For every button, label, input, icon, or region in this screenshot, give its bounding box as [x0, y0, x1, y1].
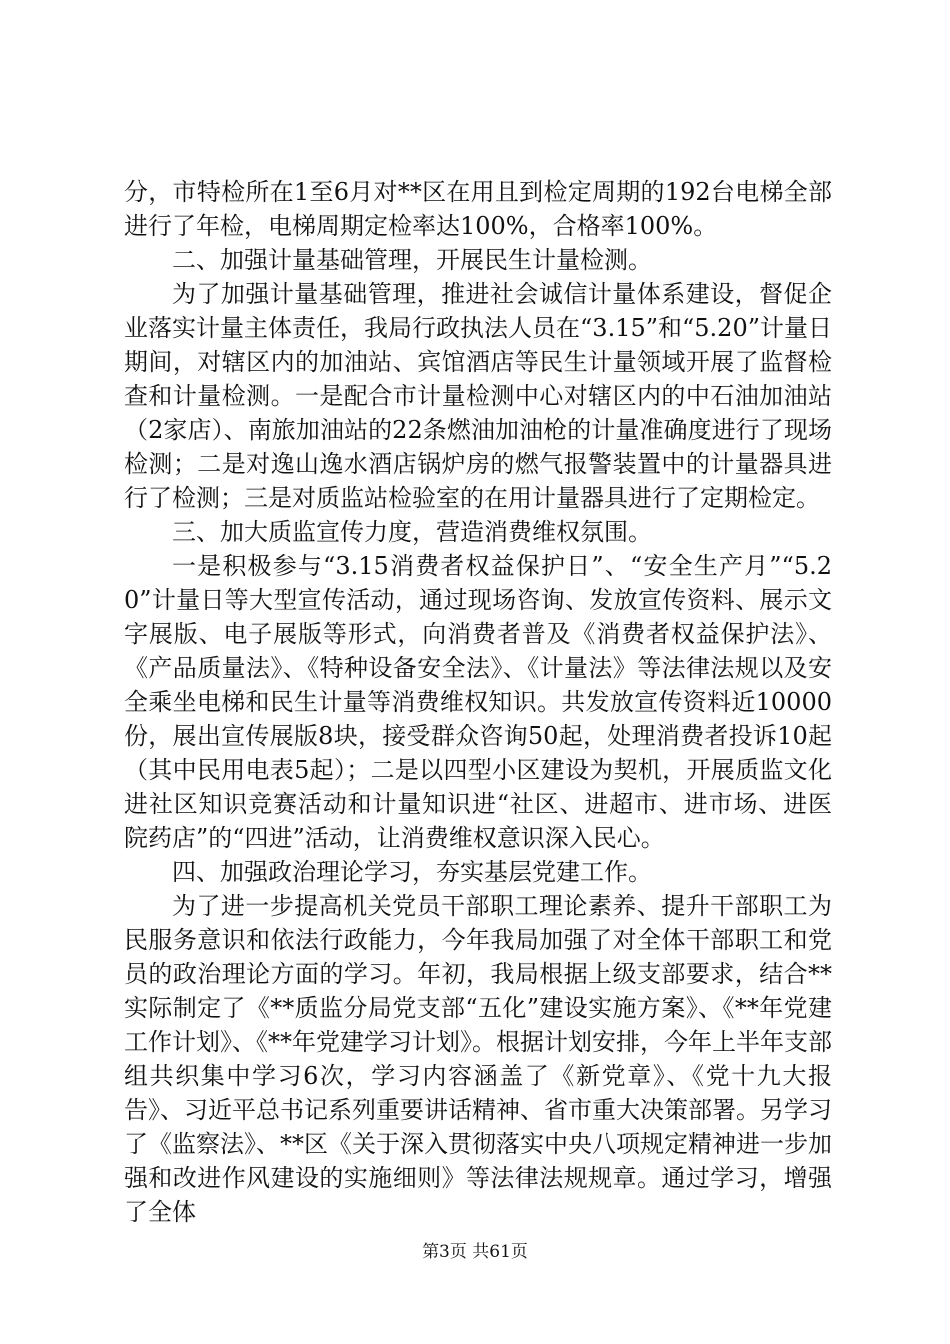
section-heading-publicity: 三、加大质监宣传力度，营造消费维权氛围。: [172, 518, 652, 546]
page-number-footer: 第3页 共61页: [422, 1242, 528, 1262]
section-heading-party-building: 四、加强政治理论学习，夯实基层党建工作。: [172, 858, 652, 886]
paragraph-publicity: 一是积极参与“3.15消费者权益保护日”、“安全生产月”“5.20”计量日等大型宣传活动，通过现场咨询、发放宣传资料、展示文字展版、电子展版等形式，向消费者普及《消费者权益保护法》、《产品质量法》、《特种设备安全法》、《计量法》等法律法规以及安全乘坐电梯和民生计量等消费维权知识。共发放宣传资料近10000份，展出宣传展版8块，接受群众咨询50起，处理消费者投诉10起（其中民用电表5起）；二是以四型小区建设为契机，开展质监文化进社区知识竞赛活动和计量知识进“社区、进超市、进市场、进医院药店”的“四进”活动，让消费维权意识深入民心。: [124, 552, 832, 852]
section-heading-measurement: 二、加强计量基础管理，开展民生计量检测。: [172, 246, 652, 274]
paragraph-party-building: 为了进一步提高机关党员干部职工理论素养、提升干部职工为民服务意识和依法行政能力，今年我局加强了对全体干部职工和党员的政治理论方面的学习。年初，我局根据上级支部要求，结合**实际制定了《**质监分局党支部“五化”建设实施方案》、《**年党建工作计划》、《**年党建学习计划》。根据计划安排，今年上半年支部组共织集中学习6次，学习内容涵盖了《新党章》、《党十九大报告》、习近平总书记系列重要讲话精神、省市重大决策部署。另学习了《监察法》、**区《关于深入贯彻落实中央八项规定精神进一步加强和改进作风建设的实施细则》等法律法规规章。通过学习，增强了全体: [124, 892, 832, 1226]
paragraph-measurement: 为了加强计量基础管理，推进社会诚信计量体系建设，督促企业落实计量主体责任，我局行政执法人员在“3.15”和“5.20”计量日期间，对辖区内的加油站、宾馆酒店等民生计量领域开展了监督检查和计量检测。一是配合市计量检测中心对辖区内的中石油加油站（2家店）、南旅加油站的22条燃油加油枪的计量准确度进行了现场检测；二是对逸山逸水酒店锅炉房的燃气报警装置中的计量器具进行了检测；三是对质监站检验室的在用计量器具进行了定期检定。: [124, 280, 832, 512]
paragraph-elevator-inspection: 分，市特检所在1至6月对**区在用且到检定周期的192台电梯全部进行了年检，电梯周期定检率达100%，合格率100%。: [124, 178, 832, 240]
document-body: [124, 175, 832, 1229]
